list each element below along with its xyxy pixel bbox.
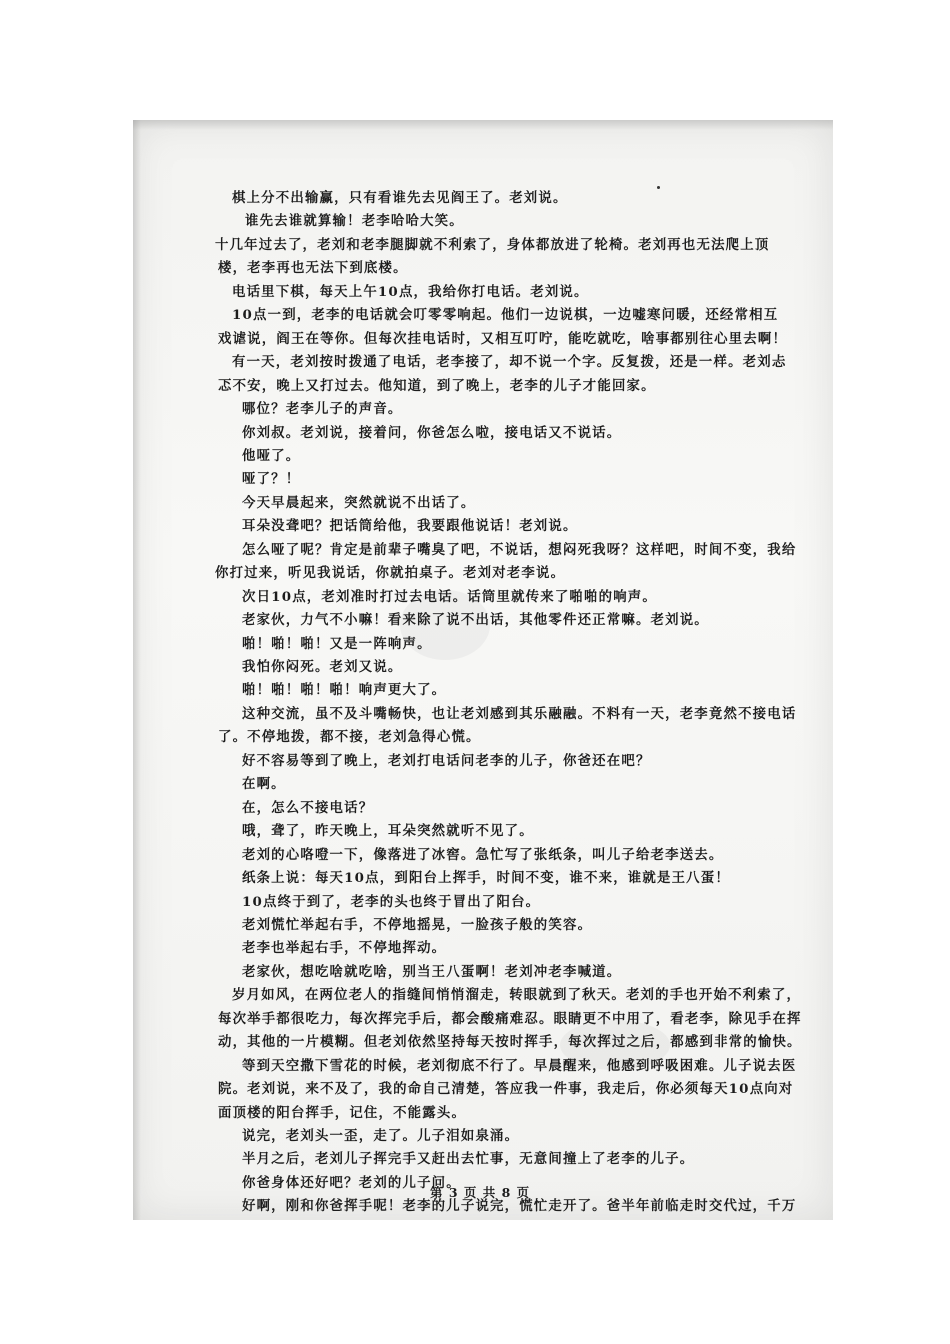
text-line: 在啊。 <box>242 776 286 793</box>
text-line: 老李也举起右手，不停地挥动。 <box>242 940 447 957</box>
text-line: 院。老刘说，来不及了，我的命自己清楚，答应我一件事，我走后，你必须每天10点向对 <box>218 1081 794 1098</box>
text-line: 等到天空撒下雪花的时候，老刘彻底不行了。早晨醒来，他感到呼吸困难。儿子说去医 <box>242 1057 797 1074</box>
text-line: 忑不安，晚上又打过去。他知道，到了晚上，老李的儿子才能回家。 <box>218 377 656 394</box>
text-line: 棋上分不出输赢，只有看谁先去见阎王了。老刘说。 <box>232 190 568 206</box>
text-line: 好不容易等到了晚上，老刘打电话问老李的儿子，你爸还在吧？ <box>242 752 651 769</box>
text-line: 啪！啪！啪！又是一阵响声。 <box>242 635 432 652</box>
text-line: 岁月如风，在两位老人的指缝间悄悄溜走，转眼就到了秋天。老刘的手也开始不利索了， <box>232 987 802 1004</box>
text-line: 面顶楼的阳台挥手，记住，不能露头。 <box>218 1104 467 1121</box>
text-line: 戏谑说，阎王在等你。但每次挂电话时，又相互叮咛，能吃就吃，啥事都别往心里去啊！ <box>218 330 788 347</box>
text-line: 好啊，刚和你爸挥手呢！老李的儿子说完，慌忙走开了。爸半年前临走时交代过，千万 <box>242 1198 797 1215</box>
text-line: 动，其他的一片模糊。但老刘依然坚持每天按时挥手，每次挥过之后，都感到非常的愉快。 <box>218 1034 802 1051</box>
text-line: 今天早晨起来，突然就说不出话了。 <box>242 494 476 511</box>
text-line: 老刘慌忙举起右手，不停地摇晃，一脸孩子般的笑容。 <box>242 916 593 933</box>
text-line: 电话里下棋，每天上午10点，我给你打电话。老刘说。 <box>232 283 589 300</box>
text-line: 说完，老刘头一歪，走了。儿子泪如泉涌。 <box>242 1128 520 1144</box>
text-line: 老家伙，力气不小嘛！看来除了说不出话，其他零件还正常嘛。老刘说。 <box>242 612 709 629</box>
text-line: 了。不停地拨，都不接，老刘急得心慌。 <box>218 729 481 746</box>
text-line: 在，怎么不接电话？ <box>242 799 374 816</box>
text-line: 十几年过去了，老刘和老李腿脚就不利索了，身体都放进了轮椅。老刘再也无法爬上顶 <box>215 236 770 253</box>
text-line: 他哑了。 <box>242 447 301 464</box>
text-line: 楼，老李再也无法下到底楼。 <box>218 260 408 277</box>
text-line: 纸条上说：每天10点，到阳台上挥手，时间不变，谁不来，谁就是王八蛋！ <box>242 870 730 887</box>
text-line: 次日10点，老刘准时打过去电话。话筒里就传来了啪啪的响声。 <box>242 588 657 605</box>
text-line: 10点一到，老李的电话就会叮零零响起。他们一边说棋，一边嘘寒问暖，还经常相互 <box>232 307 779 324</box>
text-line: 半月之后，老刘儿子挥完手又赶出去忙事，无意间撞上了老李的儿子。 <box>242 1151 695 1168</box>
text-line: 你刘叔。老刘说，接着问，你爸怎么啦，接电话又不说话。 <box>242 424 622 441</box>
text-line: 这种交流，虽不及斗嘴畅快，也让老刘感到其乐融融。不料有一天，老李竟然不接电话 <box>242 705 797 722</box>
text-line: 哪位？老李儿子的声音。 <box>242 401 403 418</box>
text-line: 怎么哑了呢？肯定是前辈子嘴臭了吧，不说话，想闷死我呀？这样吧，时间不变，我给 <box>242 541 797 558</box>
text-line: 你打过来，听见我说话，你就拍桌子。老刘对老李说。 <box>215 565 566 582</box>
page-number: 第 3 页 共 8 页 <box>430 1185 531 1200</box>
text-line: 啪！啪！啪！啪！响声更大了。 <box>242 682 447 699</box>
text-line: 10点终于到了，老李的头也终于冒出了阳台。 <box>242 893 541 910</box>
text-line: 有一天，老刘按时拨通了电话，老李接了，却不说一个字。反复拨，还是一样。老刘忐 <box>232 354 787 371</box>
text-line: 哦，聋了，昨天晚上，耳朵突然就听不见了。 <box>242 823 534 840</box>
text-line: 你爸身体还好吧？老刘的儿子问。 <box>242 1174 461 1191</box>
text-line: 谁先去谁就算输！老李哈哈大笑。 <box>245 213 464 230</box>
text-line: 每次举手都很吃力，每次挥完手后，都会酸痛难忍。眼睛更不中用了，看老李，除见手在挥 <box>218 1010 802 1027</box>
text-line: 耳朵没聋吧？把话筒给他，我要跟他说话！老刘说。 <box>242 518 578 535</box>
text-line: 我怕你闷死。老刘又说。 <box>242 659 403 675</box>
text-line: 老刘的心咯噔一下，像落进了冰窖。急忙写了张纸条，叫儿子给老李送去。 <box>242 846 724 863</box>
text-line: 老家伙，想吃啥就吃啥，别当王八蛋啊！老刘冲老李喊道。 <box>242 963 622 980</box>
text-line: 哑了？！ <box>242 471 301 488</box>
